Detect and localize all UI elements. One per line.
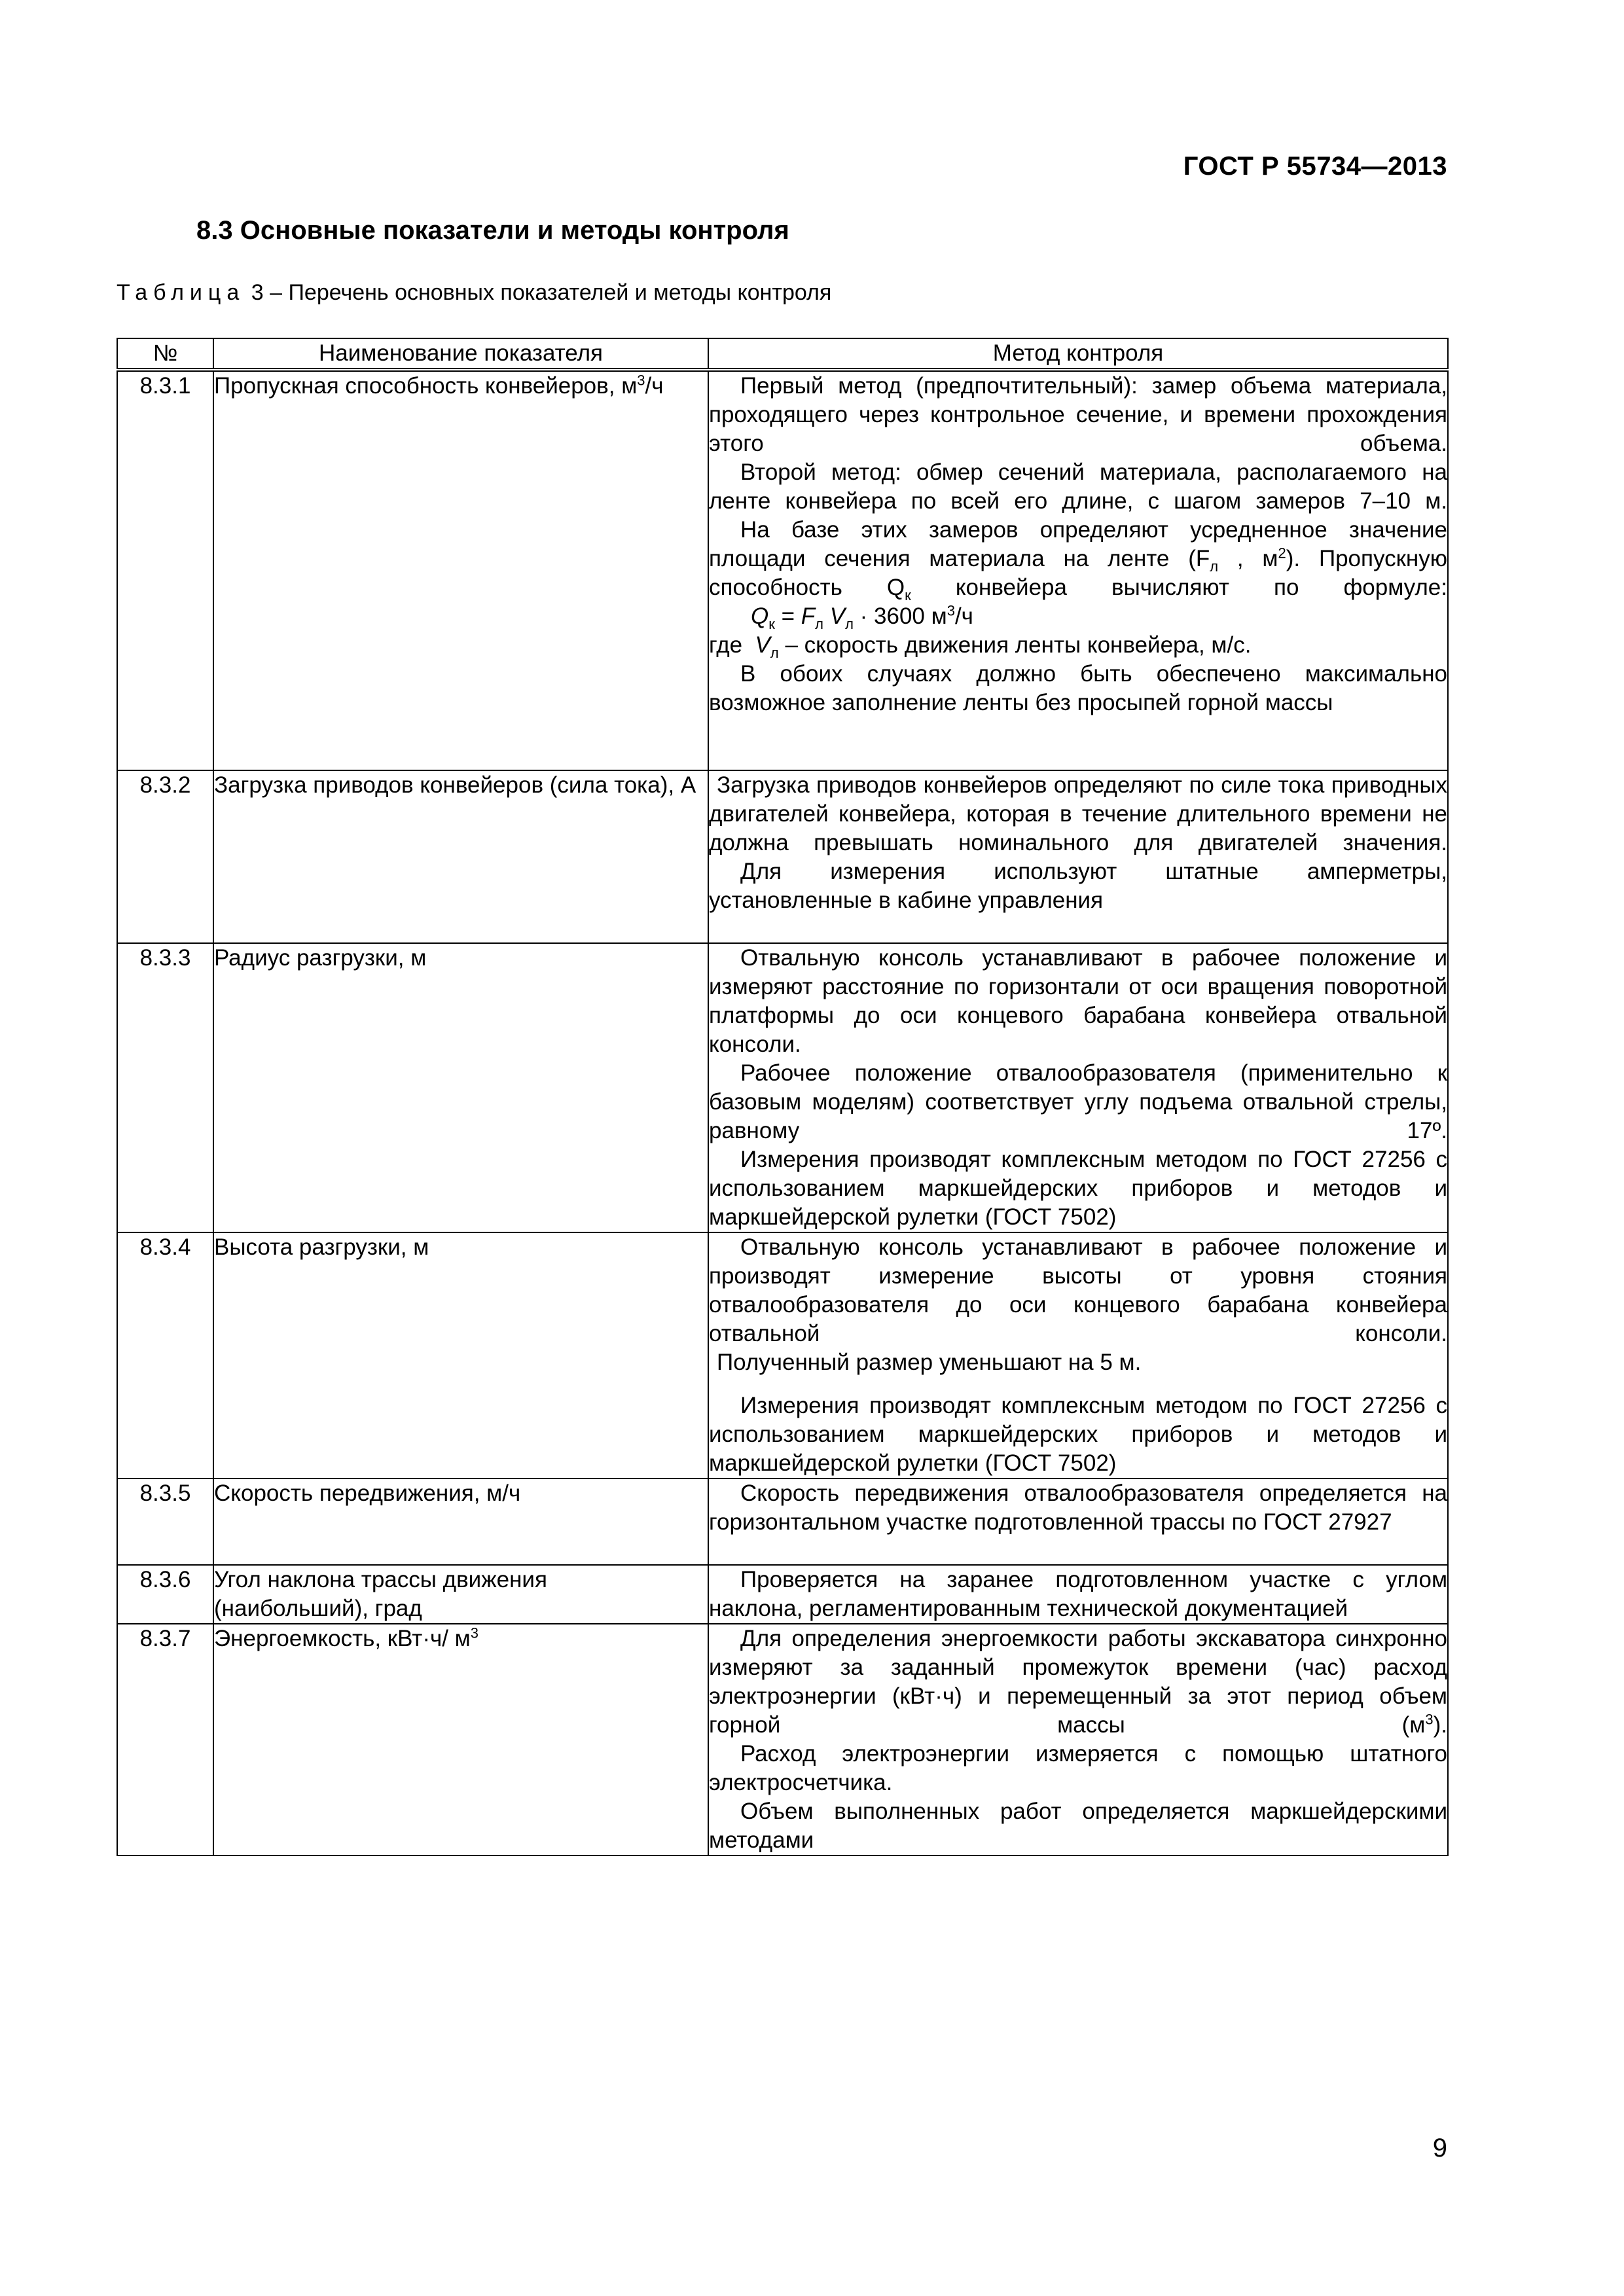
method-paragraph: Проверяется на заранее подготовленном участке с углом наклона, регламентированным технической документацией (709, 1567, 1447, 1621)
row-number: 8.3.7 (117, 1624, 213, 1856)
method-paragraph: Измерения производят комплексным методом по ГОСТ 27256 с использованием маркшейдерских приборов и методов и маркшейдерской рулетки (ГОСТ 7502) (709, 1393, 1447, 1476)
table-row (117, 770, 1448, 943)
control-method (708, 370, 1448, 770)
document-code: ГОСТ Р 55734—2013 (1183, 152, 1447, 181)
page-number: 9 (1432, 2134, 1447, 2162)
method-paragraph: Измерения производят комплексным методом по ГОСТ 27256 с использованием маркшейдерских приборов и методов и маркшейдерской рулетки (ГОСТ 7502) (709, 1147, 1447, 1230)
method-paragraph: Для определения энергоемкости работы экскаватора синхронно измеряют за заданный промежуток времени (час) расход электроэнергии (кВт·ч) и перемещенный за этот период объем горной массы $(м^3)$. (709, 1626, 1447, 1738)
indicator-name: Энергоемкость, кВт·ч/ $м^3$ (213, 1624, 708, 1856)
indicator-name: Угол наклона трассы движения (наибольший), град (213, 1565, 708, 1624)
method-paragraph: Расход электроэнергии измеряется с помощью штатного электросчетчика. (709, 1741, 1447, 1795)
row-number: 8.3.6 (117, 1565, 213, 1624)
row-number: 8.3.4 (117, 1232, 213, 1479)
table-caption-text: – Перечень основных показателей и методы контроля (263, 280, 832, 305)
table-row (117, 370, 1448, 770)
control-method (708, 1565, 1448, 1624)
control-method (708, 1624, 1448, 1856)
formula-explanation: где $V_л$ – скорость движения ленты конвейера, м/с. (709, 632, 1252, 661)
method-paragraph: Для измерения используют штатные амперметры, установленные в кабине управления (709, 859, 1447, 913)
row-number: 8.3.5 (117, 1479, 213, 1565)
throughput-formula: $Q_к = F_л$ $V_л \cdot 3600$ $м^3/ч$ (751, 602, 973, 632)
table-caption-label: Таблица (117, 280, 245, 305)
indicator-name: Высота разгрузки, м (213, 1232, 708, 1479)
header-indicator-name: Наименование показателя (213, 338, 708, 370)
method-paragraph: Отвальную консоль устанавливают в рабочее положение и измеряют расстояние по горизонтали от оси вращения поворотной платформы до оси концевого барабана конвейера отвальной консоли. (709, 945, 1447, 1057)
method-paragraph: Загрузка приводов конвейеров определяют по силе тока приводных двигателей конвейера, которая в течение длительного времени не должна превышать номинального для двигателей значения. (709, 772, 1447, 855)
table-row (117, 943, 1448, 1232)
method-paragraph: Скорость передвижения отвалообразователя определяется на горизонтальном участке подготовленной трассы по ГОСТ 27927 (709, 1480, 1447, 1535)
table-row (117, 1232, 1448, 1479)
header-control-method: Метод контроля (708, 338, 1448, 370)
row-number: 8.3.3 (117, 943, 213, 1232)
section-heading: 8.3 Основные показатели и методы контроля (196, 216, 789, 245)
table-caption (117, 280, 831, 306)
control-method (708, 1232, 1448, 1479)
control-method (708, 943, 1448, 1232)
method-paragraph: Отвальную консоль устанавливают в рабочее положение и производят измерение высоты от уровня стояния отвалообразователя до оси концевого барабана конвейера отвальной консоли. (709, 1234, 1447, 1346)
indicators-table (117, 338, 1449, 1856)
row-number: 8.3.1 (117, 370, 213, 770)
control-method (708, 1479, 1448, 1565)
control-method (708, 770, 1448, 943)
method-paragraph: Первый метод (предпочтительный): замер объема материала, проходящего через контрольное сечение, и времени прохождения этого объема. (709, 373, 1447, 456)
indicator-name: Загрузка приводов конвейеров (сила тока), А (213, 770, 708, 943)
method-paragraph: На базе этих замеров определяют усредненное значение площади сечения материала на ленте ($F_л$ , $м^2$). Пропускную способность $Q_к$ конвейера вычисляют по формуле: (709, 517, 1447, 603)
indicator-name: Радиус разгрузки, м (213, 943, 708, 1232)
table-row (117, 1565, 1448, 1624)
header-number: № (117, 338, 213, 370)
table-header-row (117, 338, 1448, 370)
method-paragraph: Объем выполненных работ определяется маркшейдерскими методами (709, 1799, 1447, 1853)
table-row (117, 1624, 1448, 1856)
method-paragraph: В обоих случаях должно быть обеспечено максимально возможное заполнение ленты без просыпей горной массы (709, 661, 1447, 715)
method-paragraph: Рабочее положение отвалообразователя (применительно к базовым моделям) соответствует углу подъема отвальной стрелы, равному 17º. (709, 1060, 1447, 1143)
method-paragraph: Полученный размер уменьшают на 5 м. (717, 1350, 1142, 1375)
table-row (117, 1479, 1448, 1565)
method-paragraph: Второй метод: обмер сечений материала, располагаемого на ленте конвейера по всей его длине, с шагом замеров 7–10 м. (709, 459, 1447, 514)
indicator-name: Пропускная способность конвейеров, $м^3/ч$ (213, 370, 708, 770)
indicator-name: Скорость передвижения, м/ч (213, 1479, 708, 1565)
row-number: 8.3.2 (117, 770, 213, 943)
table-caption-number: 3 (251, 280, 264, 305)
